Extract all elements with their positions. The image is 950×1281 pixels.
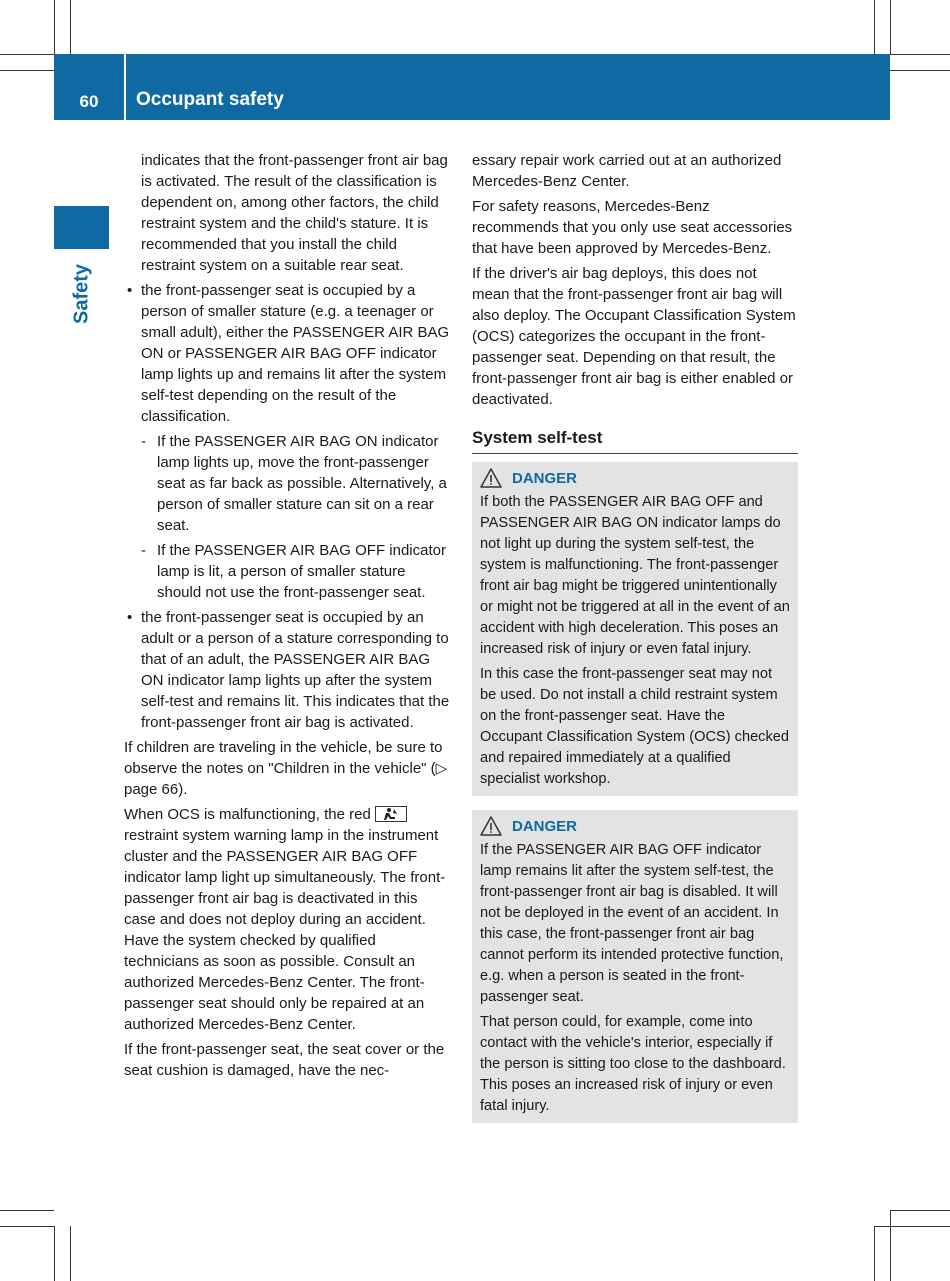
- danger-text: If the PASSENGER AIR BAG OFF indicator lamp remains lit after the system self-test, the front-passenger front air bag is disabled. It will not be deployed in the event of an accident. In this case, the front-passenger front air bag cannot perform its intended protective function, e.g. when a person is seated in the front-passenger seat.: [480, 842, 784, 1005]
- crop-mark: [70, 1226, 71, 1281]
- list-item: [124, 607, 452, 733]
- crop-mark: [890, 1210, 891, 1281]
- section-heading: System self-test: [472, 427, 798, 454]
- crop-mark: [54, 1226, 55, 1281]
- danger-header: [480, 466, 790, 490]
- sub-item-text: If the PASSENGER AIR BAG ON indicator lamp lights up, move the front-passenger seat as far back as possible. Alternatively, a person of smaller stature can sit on a rear seat.: [157, 433, 447, 534]
- crop-mark: [890, 70, 950, 71]
- dash-icon: -: [141, 433, 146, 450]
- paragraph-children: If children are traveling in the vehicle, be sure to observe the notes on "Children in the vehicle" (▷ page 66).: [124, 739, 448, 798]
- sub-list-item: [124, 431, 452, 536]
- crop-mark: [70, 0, 71, 54]
- crop-mark: [874, 1226, 950, 1227]
- warning-triangle-icon: [480, 816, 502, 836]
- sub-item-text: If the PASSENGER AIR BAG OFF indicator lamp is lit, a person of smaller stature should not use the front-passenger seat.: [157, 542, 446, 601]
- paragraph-repair-continuation: essary repair work carried out at an authorized Mercedes-Benz Center.: [472, 152, 782, 190]
- crop-mark: [874, 0, 875, 54]
- intro-continuation: indicates that the front-passenger front air bag is activated. The result of the classification is dependent on, among other factors, the child restraint system and the child's stature. It is recommended that you install the child restraint system on a suitable rear seat.: [141, 152, 448, 274]
- danger-label: DANGER: [512, 469, 578, 487]
- airbag-warning-lamp-icon: [375, 806, 407, 822]
- sub-list-item: [124, 540, 452, 603]
- paragraph-seat-damage: If the front-passenger seat, the seat cover or the seat cushion is damaged, have the nec-: [124, 1041, 445, 1079]
- page-number: 60: [79, 92, 99, 111]
- bullet-icon: •: [127, 609, 133, 626]
- crop-mark: [890, 54, 950, 55]
- crop-mark: [0, 70, 54, 71]
- section-tab-label: Safety: [70, 263, 93, 325]
- crop-mark: [0, 54, 54, 55]
- list-item: [124, 280, 452, 427]
- right-column: [472, 150, 798, 1123]
- crop-mark: [54, 0, 55, 54]
- section-tab-marker: [54, 206, 109, 249]
- danger-text: That person could, for example, come into contact with the vehicle's interior, especially if the person is sitting too close to the dashboard. This poses an increased risk of injury or even fatal injury.: [480, 1014, 786, 1114]
- crop-mark: [890, 0, 891, 54]
- bullet-text: the front-passenger seat is occupied by an adult or a person of a stature corresponding to that of an adult, the PASSENGER AIR BAG ON indicator lamp lights up after the system self-test and remains lit. This indicates that the front-passenger front air bag is activated.: [141, 609, 450, 731]
- crop-mark: [0, 1210, 54, 1211]
- ocs-text-end: restraint system warning lamp in the instrument cluster and the PASSENGER AIR BAG OFF indicator lamp light up simultaneously. The front-passenger front air bag is deactivated in this case and does not deploy during an accident. Have the system checked by qualified technicians as soon as possible. Consult an authorized Mercedes-Benz Center. The front-passenger seat should only be repaired at an authorized Mercedes-Benz Center.: [124, 827, 446, 1033]
- danger-header: [480, 814, 790, 838]
- crop-mark: [890, 1210, 950, 1211]
- danger-box: [472, 810, 798, 1123]
- paragraph-ocs-malfunction: [124, 804, 452, 1035]
- danger-text: In this case the front-passenger seat may not be used. Do not install a child restraint system on the front-passenger seat. Have the Occupant Classification System (OCS) checked and repaired immediately at a qualified specialist workshop.: [480, 666, 790, 787]
- paragraph-accessories: For safety reasons, Mercedes-Benz recommends that you only use seat accessories that have been approved by Mercedes-Benz.: [472, 198, 793, 257]
- danger-text: If both the PASSENGER AIR BAG OFF and PASSENGER AIR BAG ON indicator lamps do not light up during the system self-test, the system is malfunctioning. The front-passenger front air bag might be triggered unintentionally or might not be triggered at all in the event of an accident with high deceleration. This poses an increased risk of injury or even fatal injury.: [480, 494, 790, 657]
- bullet-icon: •: [127, 282, 133, 299]
- header-divider: [124, 54, 126, 120]
- paragraph-driver-airbag: If the driver's air bag deploys, this does not mean that the front-passenger front air bag will also deploy. The Occupant Classification System (OCS) categorizes the occupant in the front-passenger seat. Depending on that result, the front-passenger front air bag is either enabled or deactivated.: [472, 265, 796, 408]
- page-title: Occupant safety: [136, 89, 284, 110]
- bullet-text: the front-passenger seat is occupied by a person of smaller stature (e.g. a teenager or small adult), either the PASSENGER AIR BAG ON or PASSENGER AIR BAG OFF indicator lamp lights up and remains lit after the system self-test depending on the result of the classification.: [141, 282, 450, 425]
- crop-mark: [874, 1226, 875, 1281]
- danger-label: DANGER: [512, 817, 578, 835]
- crop-mark: [0, 1226, 54, 1227]
- danger-box: [472, 462, 798, 796]
- dash-icon: -: [141, 542, 146, 559]
- ocs-text-start: When OCS is malfunctioning, the red: [124, 806, 371, 823]
- warning-triangle-icon: [480, 468, 502, 488]
- left-column: [124, 150, 452, 1085]
